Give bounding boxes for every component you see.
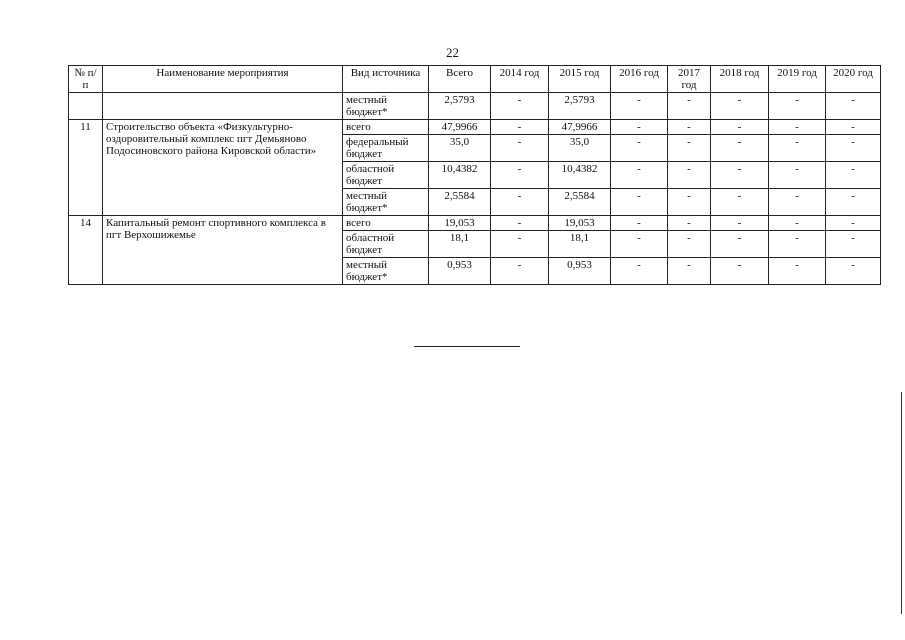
cell-2016: -	[611, 231, 668, 258]
cell-2020: -	[826, 135, 881, 162]
cell-2020: -	[826, 189, 881, 216]
header-2015: 2015 год	[549, 66, 611, 93]
cell-2016: -	[611, 120, 668, 135]
cell-num	[69, 93, 103, 120]
cell-2020: -	[826, 93, 881, 120]
header-total: Всего	[429, 66, 491, 93]
cell-2017: -	[668, 189, 711, 216]
cell-2015: 2,5793	[549, 93, 611, 120]
cell-total: 10,4382	[429, 162, 491, 189]
cell-2018: -	[711, 231, 769, 258]
cell-2015: 0,953	[549, 258, 611, 285]
cell-2015: 19,053	[549, 216, 611, 231]
cell-2015: 2,5584	[549, 189, 611, 216]
cell-total: 0,953	[429, 258, 491, 285]
header-2020: 2020 год	[826, 66, 881, 93]
cell-2019: -	[769, 120, 826, 135]
cell-2014: -	[491, 120, 549, 135]
cell-2018: -	[711, 216, 769, 231]
scan-margin-line	[901, 392, 902, 614]
cell-source: федеральный бюджет	[343, 135, 429, 162]
cell-2014: -	[491, 231, 549, 258]
header-num: № п/п	[69, 66, 103, 93]
cell-2014: -	[491, 189, 549, 216]
cell-num: 11	[69, 120, 103, 216]
cell-source: областной бюджет	[343, 162, 429, 189]
header-2018: 2018 год	[711, 66, 769, 93]
budget-table	[68, 65, 881, 285]
header-2016: 2016 год	[611, 66, 668, 93]
cell-2017: -	[668, 231, 711, 258]
cell-2016: -	[611, 93, 668, 120]
cell-2017: -	[668, 93, 711, 120]
page-number: 22	[446, 45, 459, 60]
cell-2019: -	[769, 189, 826, 216]
cell-2018: -	[711, 258, 769, 285]
cell-source: местный бюджет*	[343, 189, 429, 216]
cell-2018: -	[711, 189, 769, 216]
table-row	[69, 120, 881, 135]
cell-2018: -	[711, 93, 769, 120]
table-row	[69, 93, 881, 120]
cell-2020: -	[826, 120, 881, 135]
cell-2017: -	[668, 216, 711, 231]
cell-2014: -	[491, 135, 549, 162]
cell-total: 47,9966	[429, 120, 491, 135]
cell-source: всего	[343, 216, 429, 231]
cell-total: 18,1	[429, 231, 491, 258]
cell-2019: -	[769, 162, 826, 189]
cell-2014: -	[491, 162, 549, 189]
header-source: Вид источника	[343, 66, 429, 93]
footer-rule	[414, 346, 520, 347]
cell-total: 2,5584	[429, 189, 491, 216]
cell-2019: -	[769, 216, 826, 231]
cell-2014: -	[491, 93, 549, 120]
cell-name: Капитальный ремонт спортивного комплекса в пгт Верхошижемье	[103, 216, 343, 285]
cell-2015: 47,9966	[549, 120, 611, 135]
cell-total: 19,053	[429, 216, 491, 231]
cell-2019: -	[769, 135, 826, 162]
cell-2015: 10,4382	[549, 162, 611, 189]
cell-name: Строительство объекта «Физкультурно-оздоровительный комплекс пгт Демьяново Подосиновского района Кировской области»	[103, 120, 343, 216]
header-2019: 2019 год	[769, 66, 826, 93]
cell-total: 2,5793	[429, 93, 491, 120]
cell-2020: -	[826, 216, 881, 231]
cell-2017: -	[668, 162, 711, 189]
cell-2019: -	[769, 93, 826, 120]
cell-2014: -	[491, 258, 549, 285]
cell-2014: -	[491, 216, 549, 231]
cell-2017: -	[668, 258, 711, 285]
header-2014: 2014 год	[491, 66, 549, 93]
cell-source: всего	[343, 120, 429, 135]
header-name: Наименование мероприятия	[103, 66, 343, 93]
cell-2016: -	[611, 258, 668, 285]
cell-source: местный бюджет*	[343, 258, 429, 285]
cell-2015: 18,1	[549, 231, 611, 258]
cell-total: 35,0	[429, 135, 491, 162]
cell-source: местный бюджет*	[343, 93, 429, 120]
cell-2016: -	[611, 135, 668, 162]
cell-source: областной бюджет	[343, 231, 429, 258]
cell-2018: -	[711, 135, 769, 162]
table-header-row	[69, 66, 881, 93]
cell-2020: -	[826, 162, 881, 189]
cell-2020: -	[826, 258, 881, 285]
cell-2019: -	[769, 231, 826, 258]
cell-2019: -	[769, 258, 826, 285]
cell-2018: -	[711, 120, 769, 135]
cell-2018: -	[711, 162, 769, 189]
cell-2017: -	[668, 135, 711, 162]
cell-2020: -	[826, 231, 881, 258]
cell-num: 14	[69, 216, 103, 285]
cell-2017: -	[668, 120, 711, 135]
header-2017: 2017 год	[668, 66, 711, 93]
cell-2016: -	[611, 216, 668, 231]
cell-name	[103, 93, 343, 120]
cell-2016: -	[611, 162, 668, 189]
cell-2015: 35,0	[549, 135, 611, 162]
table-row	[69, 216, 881, 231]
cell-2016: -	[611, 189, 668, 216]
